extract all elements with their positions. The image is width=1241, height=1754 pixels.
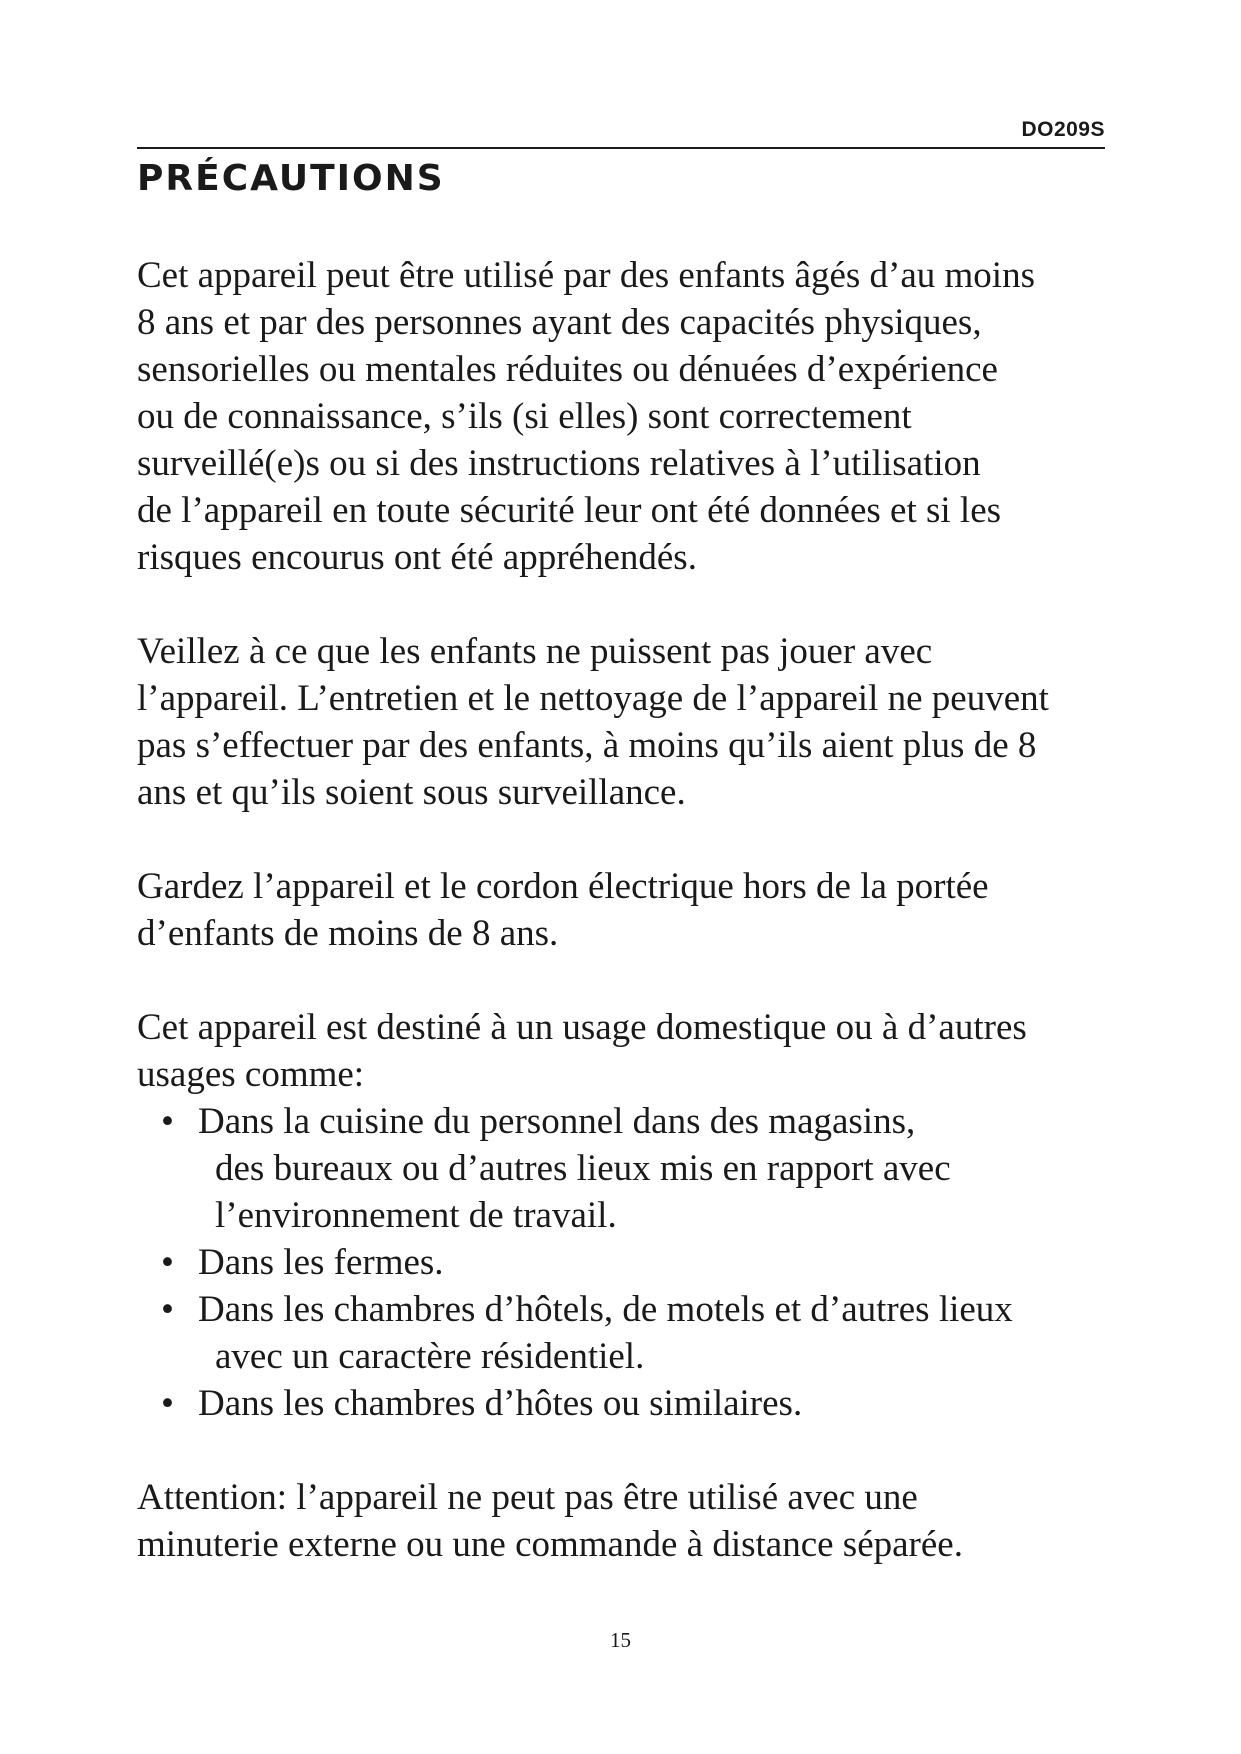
text-line: Gardez l’appareil et le cordon électrique hors de la portée	[137, 866, 989, 907]
text-line: Dans les fermes.	[198, 1242, 444, 1283]
page-title: PRÉCAUTIONS	[137, 158, 445, 199]
paragraph-attention	[137, 1474, 1105, 1568]
usage-list	[137, 1098, 1105, 1427]
text-line: l’appareil. L’entretien et le nettoyage de l’appareil ne peuvent	[137, 678, 1049, 719]
text-line: 8 ans et par des personnes ayant des capacités physiques,	[137, 302, 982, 343]
text-line: avec un caractère résidentiel.	[215, 1336, 645, 1377]
bullet-icon: •	[161, 1383, 174, 1424]
model-code: DO209S	[1021, 118, 1105, 141]
bullet-icon: •	[161, 1101, 174, 1142]
paragraph-intended-use	[137, 1004, 1105, 1098]
paragraph-age-restriction	[137, 252, 1105, 581]
text-line: usages comme:	[137, 1054, 365, 1095]
list-item	[137, 1239, 1105, 1286]
text-line: sensorielles ou mentales réduites ou dénuées d’expérience	[137, 349, 998, 390]
text-line: Dans les chambres d’hôtes ou similaires.	[198, 1383, 803, 1424]
text-line: Attention: l’appareil ne peut pas être utilisé avec une	[137, 1477, 918, 1518]
text-line: Cet appareil est destiné à un usage domestique ou à d’autres	[137, 1007, 1027, 1048]
text-line: des bureaux ou d’autres lieux mis en rapport avec	[215, 1148, 951, 1189]
text-line: Dans la cuisine du personnel dans des magasins,	[198, 1101, 916, 1142]
list-item	[137, 1098, 1105, 1239]
text-line: de l’appareil en toute sécurité leur ont été données et si les	[137, 490, 1002, 531]
bullet-icon: •	[161, 1242, 174, 1283]
list-item	[137, 1286, 1105, 1380]
list-item	[137, 1380, 1105, 1427]
paragraph-keep-away	[137, 863, 1105, 957]
text-line: ans et qu’ils soient sous surveillance.	[137, 772, 686, 813]
text-line: Veillez à ce que les enfants ne puissent pas jouer avec	[137, 631, 933, 672]
text-line: surveillé(e)s ou si des instructions relatives à l’utilisation	[137, 443, 981, 484]
text-line: Cet appareil peut être utilisé par des enfants âgés d’au moins	[137, 255, 1035, 296]
text-line: d’enfants de moins de 8 ans.	[137, 913, 559, 954]
paragraph-children-play	[137, 628, 1105, 816]
document-body	[137, 252, 1105, 1615]
header-rule	[137, 147, 1105, 149]
page-number: 15	[610, 1628, 631, 1652]
text-line: risques encourus ont été appréhendés.	[137, 537, 697, 578]
text-line: l’environnement de travail.	[215, 1195, 617, 1236]
text-line: Dans les chambres d’hôtels, de motels et d’autres lieux	[198, 1289, 1013, 1330]
bullet-icon: •	[161, 1289, 174, 1330]
text-line: minuterie externe ou une commande à distance séparée.	[137, 1524, 963, 1565]
text-line: ou de connaissance, s’ils (si elles) sont correctement	[137, 396, 912, 437]
text-line: pas s’effectuer par des enfants, à moins qu’ils aient plus de 8	[137, 725, 1037, 766]
